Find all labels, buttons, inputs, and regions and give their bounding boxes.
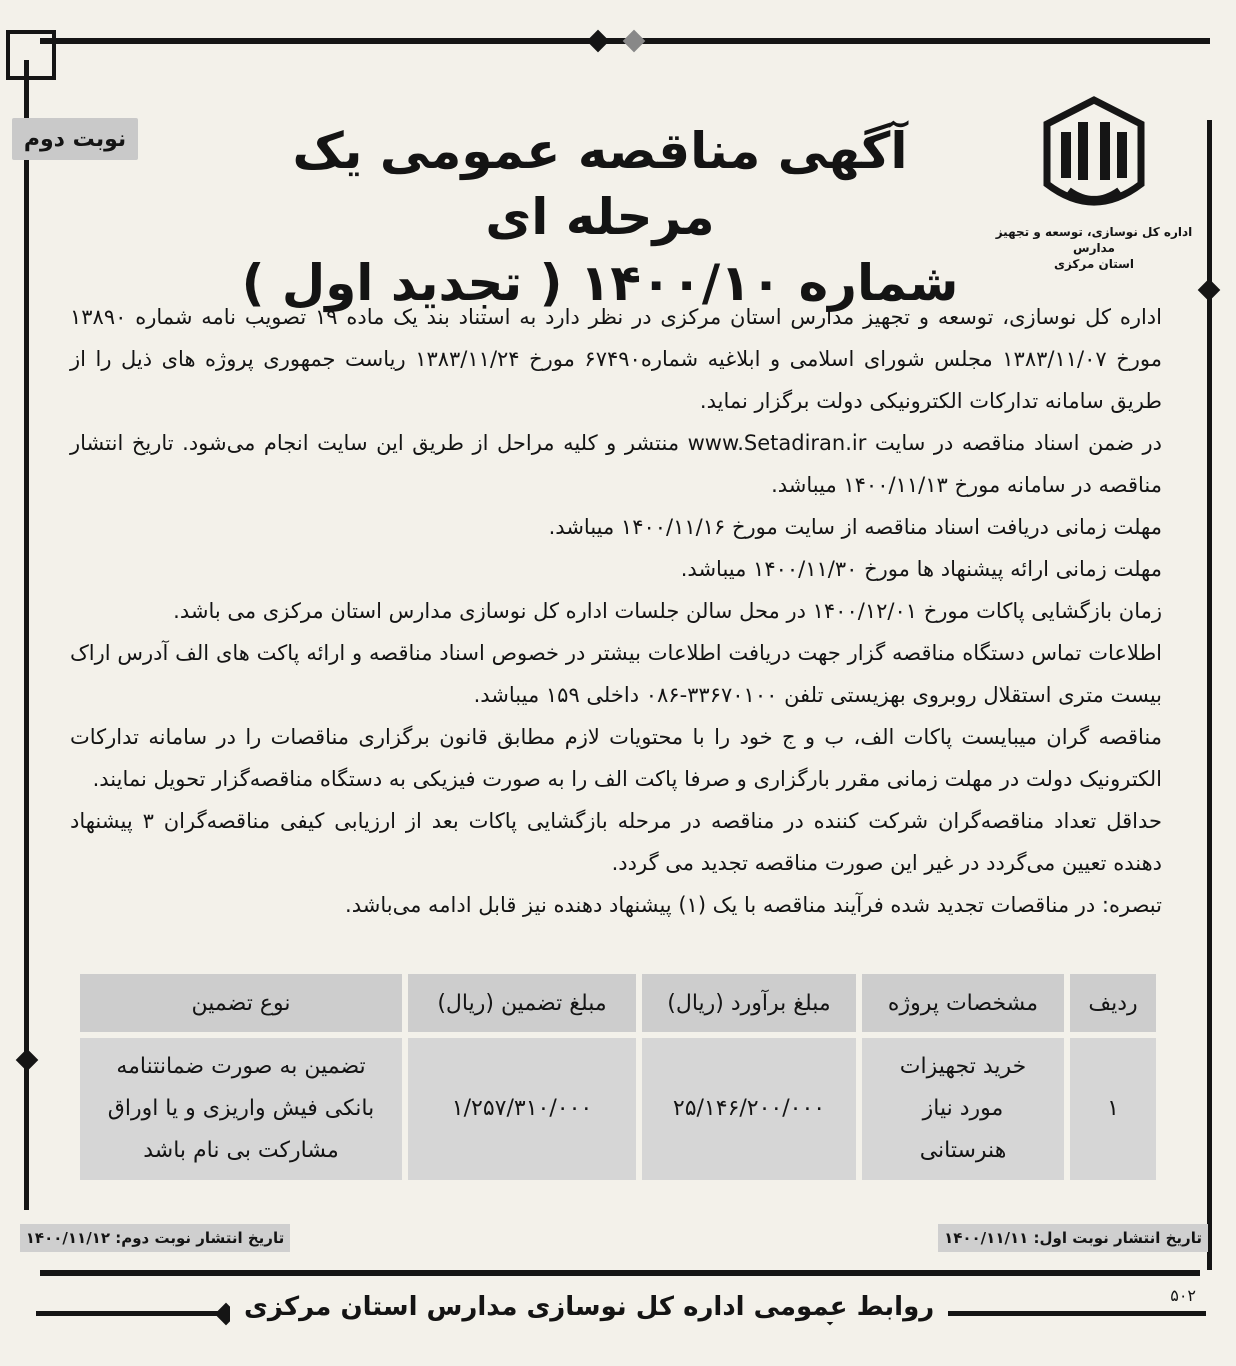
cell-project: خرید تجهیزات مورد نیاز هنرستانی: [862, 1038, 1064, 1180]
title-line2: شماره ۱۴۰۰/۱۰ ( تجدید اول ): [241, 254, 959, 312]
logo-caption-line1: اداره کل نوسازی، توسعه و تجهیز مدارس: [995, 225, 1193, 255]
header-project: مشخصات پروژه: [862, 974, 1064, 1032]
frame-ornament-icon: [1198, 279, 1221, 302]
table-header-row: [80, 974, 1156, 1032]
emblem-icon: [1035, 96, 1153, 220]
frame-ornament-icon: [16, 1049, 39, 1072]
paragraph: اطلاعات تماس دستگاه مناقصه گزار جهت دریافت اطلاعات بیشتر در خصوص اسناد مناقصه و ارائه پاکت های الف آدرس اراک بیست متری استقلال روبروی بهزیستی تلفن ۳۳۶۷۰۱۰۰-۰۸۶ داخلی ۱۵۹ میباشد.: [70, 641, 1162, 707]
paragraph: مناقصه گران میبایست پاکات الف، ب و ج خود را با محتویات لازم مطابق قانون برگزاری مناقصات را در سامانه تدارکات الکترونیک دولت در مهلت زمانی مقرر بارگزاری و صرفا پاکت الف را به صورت فیزیکی به دستگاه مناقصه‌گزار تحویل نمایند.: [70, 725, 1162, 791]
page-number: ۵۰۲: [1170, 1286, 1196, 1305]
header-guarantee-type: نوع تضمین: [80, 974, 402, 1032]
cell-guarantee-amount: ۱/۲۵۷/۳۱۰/۰۰۰: [408, 1038, 636, 1180]
second-publication-badge: نوبت دوم: [12, 118, 138, 160]
cell-estimate: ۲۵/۱۴۶/۲۰۰/۰۰۰: [642, 1038, 856, 1180]
tender-table: [74, 968, 1162, 1186]
paragraph: مهلت زمانی دریافت اسناد مناقصه از سایت مورخ ۱۴۰۰/۱۱/۱۶ میباشد.: [548, 515, 1162, 539]
frame-ornament-icon: [623, 30, 646, 53]
notice-body: [70, 296, 1162, 926]
frame-bottom-border: [40, 1270, 1200, 1276]
table-row: [80, 1038, 1156, 1180]
footer-public-relations: روابط عمومی اداره کل نوسازی مدارس استان مرکزی: [230, 1292, 948, 1322]
header-guarantee-amount: مبلغ تضمین (ریال): [408, 974, 636, 1032]
paragraph: در ضمن اسناد مناقصه در سایت www.Setadiran.ir منتشر و کلیه مراحل از طریق این سایت انجام می‌شود. تاریخ انتشار مناقصه در سامانه مورخ ۱۴۰۰/۱۱/۱۳ میباشد.: [70, 431, 1163, 497]
frame-left-border: [24, 60, 29, 1210]
paragraph: مهلت زمانی ارائه پیشنهاد ها مورخ ۱۴۰۰/۱۱/۳۰ میباشد.: [680, 557, 1162, 581]
paragraph: حداقل تعداد مناقصه‌گران شرکت کننده در مناقصه در مرحله بازگشایی پاکات بعد از ارزیابی کیفی مناقصه‌گران ۳ پیشنهاد دهنده تعیین می‌گردد در غیر این صورت مناقصه تجدید می گردد.: [70, 809, 1163, 875]
cell-guarantee-type: تضمین به صورت ضمانتنامه بانکی فیش واریزی و یا اوراق مشارکت بی نام باشد: [80, 1038, 402, 1180]
first-publication-date: تاریخ انتشار نوبت اول: ۱۴۰۰/۱۱/۱۱: [938, 1224, 1208, 1252]
notice-title: [240, 118, 960, 316]
second-publication-date: تاریخ انتشار نوبت دوم: ۱۴۰۰/۱۱/۱۲: [20, 1224, 290, 1252]
frame-ornament-icon: [587, 30, 610, 53]
header-row-index: ردیف: [1070, 974, 1156, 1032]
paragraph: اداره کل نوسازی، توسعه و تجهیز مدارس استان مرکزی در نظر دارد به استناد بند یک ماده ۱۹ تصویب نامه شماره ۱۳۸۹۰ مورخ ۱۳۸۳/۱۱/۰۷ مجلس شورای اسلامی و ابلاغیه شماره۶۷۴۹۰ مورخ ۱۳۸۳/۱۱/۲۴ ریاست جمهوری پروژه های ذیل را از طریق سامانه تدارکات الکترونیکی دولت برگزار نماید.: [70, 305, 1162, 413]
cell-row-index: ۱: [1070, 1038, 1156, 1180]
title-line1: آگهی مناقصه عمومی یک مرحله ای: [292, 122, 908, 246]
paragraph: زمان بازگشایی پاکات مورخ ۱۴۰۰/۱۲/۰۱ در محل سالن جلسات اداره کل نوسازی مدارس استان مرکزی می باشد.: [173, 599, 1162, 623]
organization-logo: [984, 96, 1204, 271]
paragraph: تبصره: در مناقصات تجدید شده فرآیند مناقصه با یک (۱) پیشنهاد دهنده نیز قابل ادامه می‌باشد.: [345, 893, 1162, 917]
logo-caption-line2: استان مرکزی: [1053, 257, 1135, 271]
header-estimate: مبلغ برآورد (ریال): [642, 974, 856, 1032]
